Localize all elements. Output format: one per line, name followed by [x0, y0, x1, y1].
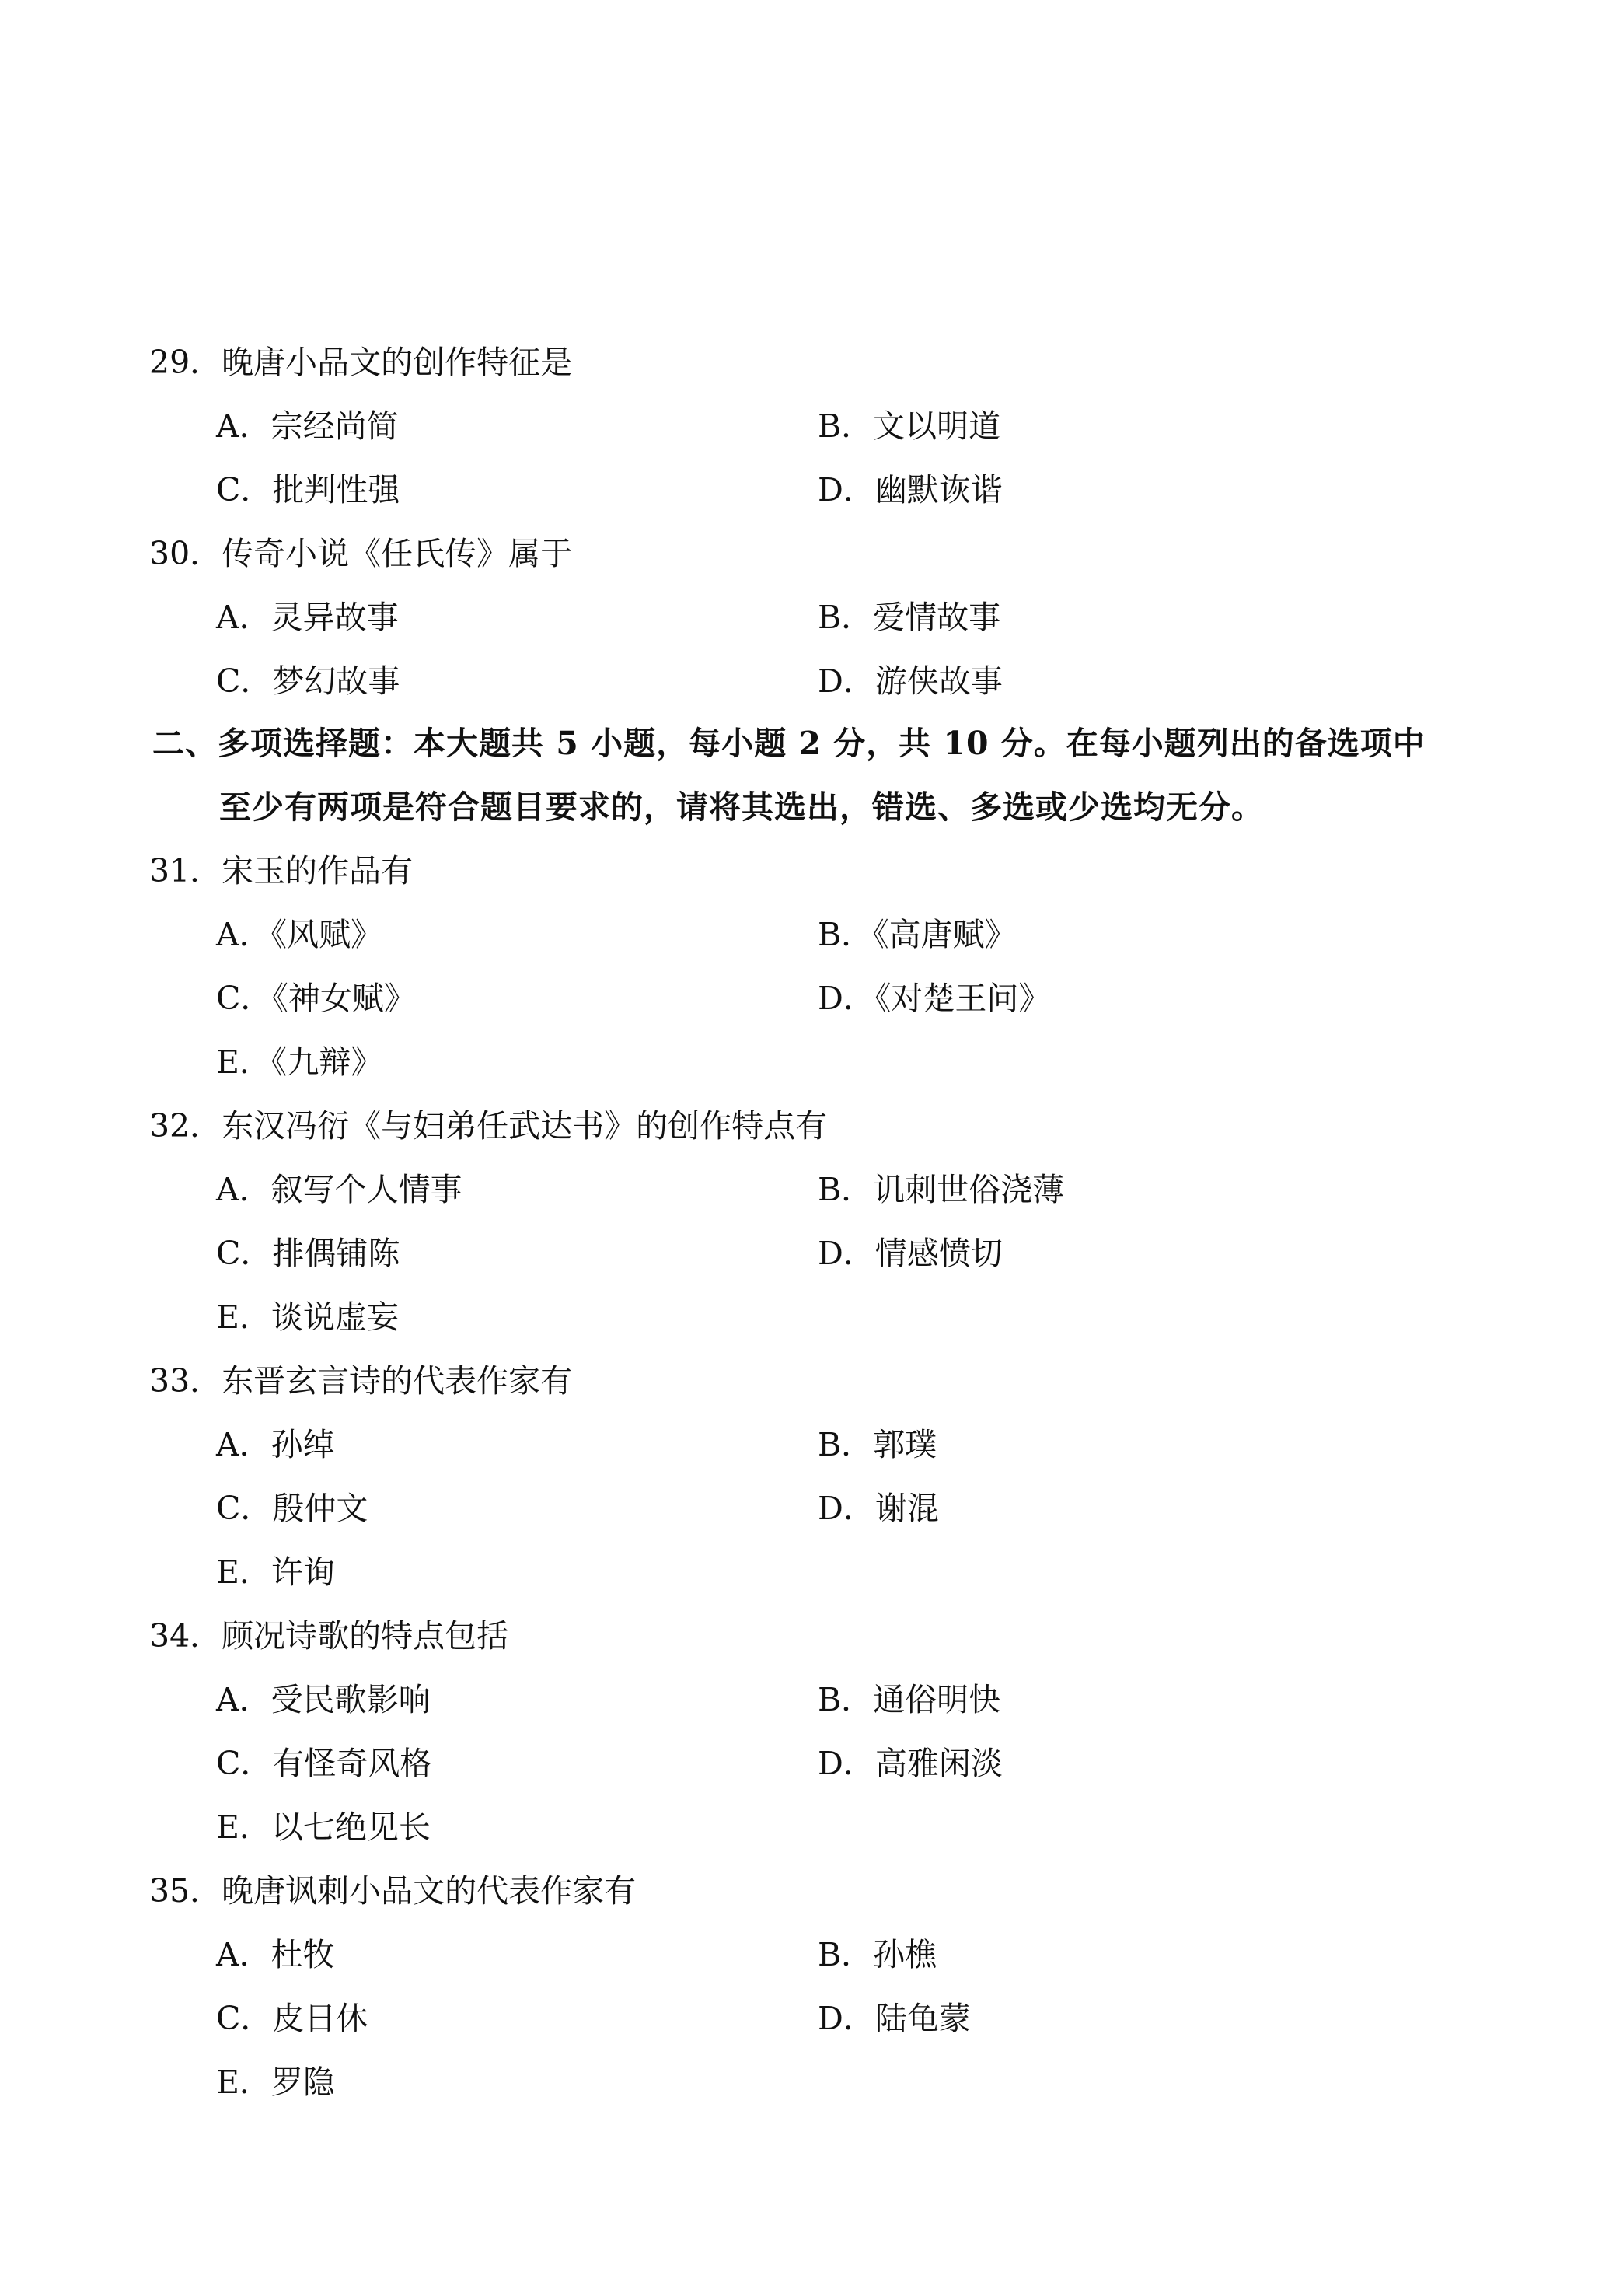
- question-34-option-e: E．以七绝见长: [216, 1808, 431, 1846]
- question-32-option-e: E．谈说虚妄: [216, 1298, 399, 1336]
- question-29-option-c: C．批判性强: [216, 471, 400, 508]
- question-30-option-c: C．梦幻故事: [216, 662, 400, 700]
- question-34-option-c: C．有怪奇风格: [216, 1745, 432, 1782]
- question-31-option-e: E．《九辩》: [216, 1043, 383, 1081]
- question-33-stem: 33．东晋玄言诗的代表作家有: [149, 1362, 573, 1400]
- question-30-stem: 30．传奇小说《任氏传》属于: [149, 535, 573, 572]
- question-33-option-e: E．许询: [216, 1553, 335, 1591]
- question-29-option-b: B．文以明道: [818, 407, 1001, 445]
- question-34-option-b: B．通俗明快: [818, 1681, 1001, 1718]
- question-31-option-b: B．《高唐赋》: [818, 916, 1017, 953]
- question-33-option-b: B．郭璞: [818, 1426, 937, 1463]
- question-35-option-a: A．杜牧: [216, 1936, 335, 1973]
- question-31-option-c: C．《神女赋》: [216, 980, 416, 1017]
- question-29-stem: 29．晚唐小品文的创作特征是: [149, 344, 573, 381]
- question-34-option-a: A．受民歌影响: [216, 1681, 431, 1718]
- question-30-option-d: D．游侠故事: [818, 662, 1003, 700]
- question-29-option-d: D．幽默诙谐: [818, 471, 1003, 508]
- question-32-option-c: C．排偶铺陈: [216, 1235, 400, 1272]
- question-31-option-a: A．《风赋》: [216, 916, 383, 953]
- question-31-option-d: D．《对楚王问》: [818, 980, 1051, 1017]
- question-35-stem: 35．晚唐讽刺小品文的代表作家有: [149, 1872, 637, 1910]
- question-32-option-a: A．叙写个人情事: [216, 1171, 462, 1208]
- question-35-option-d: D．陆龟蒙: [818, 2000, 971, 2037]
- section2-heading-line1: 二、多项选择题：本大题共 5 小题，每小题 2 分，共 10 分。在每小题列出的备选项中: [152, 725, 1426, 762]
- question-32-option-b: B．讥刺世俗浇薄: [818, 1171, 1065, 1208]
- question-32-option-d: D．情感愤切: [818, 1235, 1003, 1272]
- question-35-option-e: E．罗隐: [216, 2064, 335, 2101]
- question-30-option-a: A．灵异故事: [216, 599, 399, 636]
- question-29-option-a: A．宗经尚简: [216, 407, 399, 445]
- question-35-option-c: C．皮日休: [216, 2000, 368, 2037]
- question-33-option-a: A．孙绰: [216, 1426, 335, 1463]
- question-34-option-d: D．高雅闲淡: [818, 1745, 1003, 1782]
- section2-heading-line2: 至少有两项是符合题目要求的，请将其选出，错选、多选或少选均无分。: [219, 788, 1264, 826]
- question-33-option-d: D．谢混: [818, 1490, 939, 1527]
- question-35-option-b: B．孙樵: [818, 1936, 937, 1973]
- question-31-stem: 31．宋玉的作品有: [149, 852, 414, 889]
- question-33-option-c: C．殷仲文: [216, 1490, 368, 1527]
- question-34-stem: 34．顾况诗歌的特点包括: [149, 1617, 509, 1655]
- question-32-stem: 32．东汉冯衍《与妇弟任武达书》的创作特点有: [149, 1107, 828, 1145]
- question-30-option-b: B．爱情故事: [818, 599, 1001, 636]
